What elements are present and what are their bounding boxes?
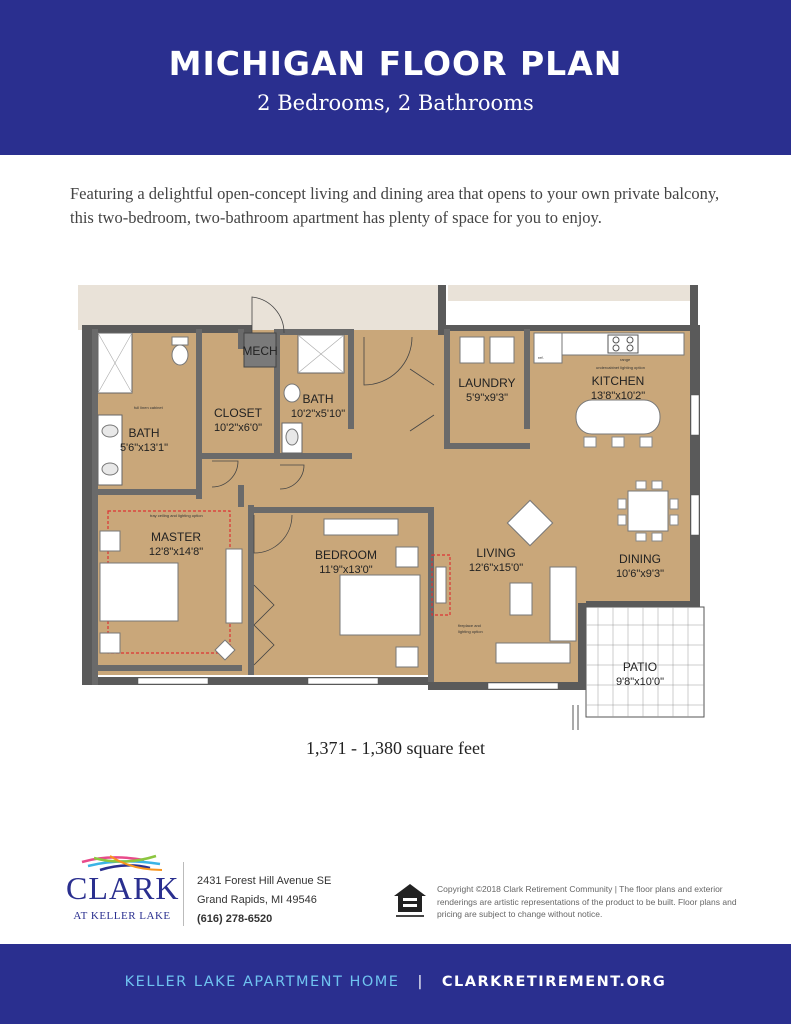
room-size-bath-1: 5'6"x13'1"	[119, 442, 169, 454]
room-size-master: 12'8"x14'8"	[148, 546, 204, 558]
equal-housing-icon	[392, 882, 428, 922]
room-label-laundry: LAUNDRY	[458, 376, 516, 390]
sink-icon	[286, 429, 298, 445]
sofa-icon	[550, 567, 576, 641]
address-block	[197, 872, 331, 929]
stool-icon	[584, 437, 596, 447]
note-range: range	[620, 357, 631, 362]
note-fireplace-lighting: lighting option	[458, 629, 483, 634]
room-label-living: LIVING	[476, 546, 516, 560]
room-size-dining: 10'6"x9'3"	[615, 568, 665, 580]
nightstand-icon	[396, 547, 418, 567]
phone-number: (616) 278-6520	[197, 913, 273, 925]
logo-name: CLARK	[66, 870, 180, 906]
room-label-closet: CLOSET	[213, 406, 263, 420]
page-subtitle: 2 Bedrooms, 2 Bathrooms	[257, 91, 534, 115]
footer-text	[0, 974, 791, 990]
washer-icon	[460, 337, 484, 363]
room-size-living: 12'6"x15'0"	[468, 562, 524, 574]
room-label-patio: PATIO	[622, 660, 658, 674]
room-size-patio: 9'8"x10'0"	[615, 676, 665, 688]
dresser-icon	[324, 519, 398, 535]
page-footer	[0, 944, 791, 1024]
bed-icon	[340, 575, 420, 635]
room-label-kitchen: KITCHEN	[591, 374, 645, 388]
toilet-tank-icon	[172, 337, 188, 345]
sink-icon	[102, 463, 118, 475]
page-header	[0, 0, 791, 155]
copyright-notice: Copyright ©2018 Clark Retirement Community | The floor plans and exterior renderings are artistic representations of the product to be built. Floor plans and pricing are subject to change without notice.	[437, 884, 737, 919]
room-label-bath-1: BATH	[128, 426, 160, 440]
note-ref: ref.	[538, 355, 544, 360]
note-fireplace: fireplace and	[458, 623, 481, 628]
sofa-icon	[496, 643, 570, 663]
address-line-2: Grand Rapids, MI 49546	[197, 894, 317, 906]
footer-separator: |	[417, 974, 424, 990]
range-icon	[608, 335, 638, 353]
room-size-laundry: 5'9"x9'3"	[466, 392, 508, 404]
master-bed-icon	[100, 563, 178, 621]
floor-plan	[78, 285, 713, 737]
page-title: MICHIGAN FLOOR PLAN	[168, 44, 623, 83]
dryer-icon	[490, 337, 514, 363]
sink-icon	[102, 425, 118, 437]
room-label-mech: MECH	[242, 344, 278, 358]
clark-logo	[66, 852, 186, 932]
note-linen: full linen cabinet	[134, 405, 163, 410]
exterior-area-right	[448, 285, 698, 301]
nightstand-icon	[396, 647, 418, 667]
room-size-bath-2: 10'2"x5'10"	[290, 408, 346, 420]
stool-icon	[612, 437, 624, 447]
nightstand-icon	[100, 531, 120, 551]
note-tray-ceiling: tray ceiling and lighting option	[150, 513, 203, 518]
room-size-closet: 10'2"x6'0"	[213, 422, 263, 434]
note-undercabinet: undercabinet lighting option	[596, 365, 645, 370]
room-label-dining: DINING	[619, 552, 661, 566]
exterior-area	[78, 285, 438, 330]
room-label-bedroom: BEDROOM	[314, 548, 378, 562]
nightstand-icon	[100, 633, 120, 653]
square-footage: 1,371 - 1,380 square feet	[306, 738, 485, 758]
footer-website-link[interactable]: CLARKRETIREMENT.ORG	[441, 974, 667, 990]
toilet-icon	[284, 384, 300, 402]
room-label-bath-2: BATH	[302, 392, 334, 406]
footer-left-text: KELLER LAKE APARTMENT HOME	[124, 974, 400, 990]
kitchen-island	[576, 400, 660, 434]
fireplace-icon	[436, 567, 446, 603]
toilet-icon	[172, 345, 188, 365]
logo-subtitle: AT KELLER LAKE	[73, 910, 171, 922]
dresser-icon	[226, 549, 242, 623]
room-size-bedroom: 11'9"x13'0"	[319, 564, 373, 576]
address-line-1: 2431 Forest Hill Avenue SE	[197, 875, 332, 887]
room-label-master: MASTER	[150, 530, 202, 544]
stool-icon	[640, 437, 652, 447]
footer-divider	[183, 862, 184, 926]
intro-paragraph: Featuring a delightful open-concept living and dining area that opens to your own private balcony, this two-bedroom, two-bathroom apartment has plenty of space for you to enjoy.	[70, 184, 720, 227]
room-size-kitchen: 13'8"x10'2"	[590, 390, 646, 402]
coffee-table-icon	[510, 583, 532, 615]
